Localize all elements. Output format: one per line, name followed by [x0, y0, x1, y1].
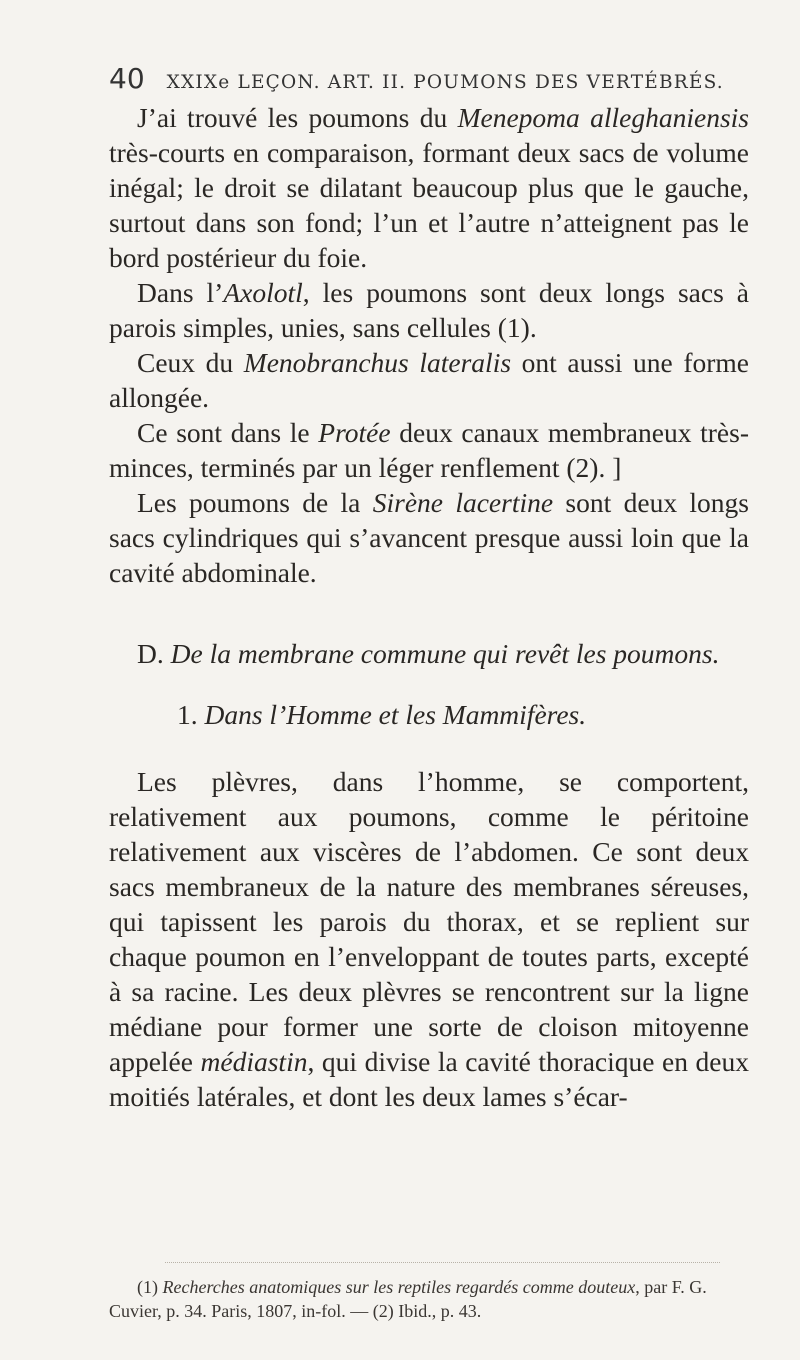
- footnote-divider: [165, 1262, 720, 1263]
- term-name: médiastin: [200, 1046, 308, 1077]
- paragraph-text: J’ai trouvé les poumons du: [137, 102, 458, 133]
- running-head: XXIXe LEÇON. ART. II. POUMONS DES VERTÉBRÉS.: [166, 72, 724, 93]
- footnotes: [109, 1275, 749, 1323]
- footnote-reference: , par F. G. Cuvier, p. 34. Paris, 1807, in-fol. — (2) Ibid., p. 43.: [109, 1277, 707, 1321]
- paragraph-text: Ce sont dans le: [137, 417, 319, 448]
- species-name: Menepoma alleghaniensis: [457, 102, 749, 133]
- paragraph-text: deux canaux membraneux très-minces, terminés par un léger renflement (2). ]: [109, 417, 749, 483]
- subsection-title: Dans l’Homme et les Mammifères.: [204, 699, 587, 730]
- species-name: Axolotl: [223, 277, 303, 308]
- paragraph-axolotl: [109, 275, 749, 345]
- paragraph-plevres: [109, 764, 749, 1114]
- paragraph-menobranchus: [109, 345, 749, 415]
- footnote-marker: (1): [137, 1277, 163, 1297]
- paragraph-text: Dans l’: [137, 277, 224, 308]
- paragraph-menepoma: [109, 100, 749, 275]
- paragraph-sirene: [109, 485, 749, 590]
- section-title: De la membrane commune qui revêt les poumons.: [170, 638, 720, 669]
- paragraph-text: Les plèvres, dans l’homme, se comportent, relativement aux poumons, comme le péritoine relativement aux viscères de l’abdomen. Ce sont deux sacs membraneux de la nature des membranes séreuses, qui tapissent les parois du thorax, et se replient sur chaque poumon en l’enveloppant de toutes parts, excepté à sa racine. Les deux plèvres se rencontrent sur la ligne médiane pour former une sorte de cloison mitoyenne appelée: [109, 766, 749, 1077]
- species-name: Sirène lacertine: [372, 487, 554, 518]
- section-letter: D.: [137, 638, 171, 669]
- page-number: 40: [109, 62, 145, 95]
- footnote-work-title: Recherches anatomiques sur les reptiles regardés comme douteux: [162, 1277, 636, 1297]
- paragraph-text: très-courts en comparaison, formant deux sacs de volume inégal; le droit se dilatant beaucoup plus que le gauche, surtout dans son fond; l’un et l’autre n’atteignent pas le bord postérieur du foie.: [109, 137, 749, 273]
- subsection-heading: [109, 697, 749, 732]
- subsection-number: 1.: [177, 699, 205, 730]
- species-name: Menobranchus lateralis: [243, 347, 512, 378]
- paragraph-text: Ceux du: [137, 347, 244, 378]
- paragraph-text: sont deux longs sacs cylindriques qui s’avancent presque aussi loin que la cavité abdominale.: [109, 487, 749, 588]
- paragraph-text: Les poumons de la: [137, 487, 373, 518]
- paragraph-protee: [109, 415, 749, 485]
- paragraph-text: , qui divise la cavité thoracique en deux moitiés latérales, et dont les deux lames s’écar-: [109, 1046, 749, 1112]
- paragraph-text: , les poumons sont deux longs sacs à parois simples, unies, sans cellules (1).: [109, 277, 749, 343]
- page-body: [109, 100, 749, 1114]
- footnote-text: [109, 1275, 749, 1323]
- species-name: Protée: [318, 417, 391, 448]
- section-heading: [109, 636, 749, 671]
- page-header: [109, 62, 749, 95]
- paragraph-text: ont aussi une forme allongée.: [109, 347, 749, 413]
